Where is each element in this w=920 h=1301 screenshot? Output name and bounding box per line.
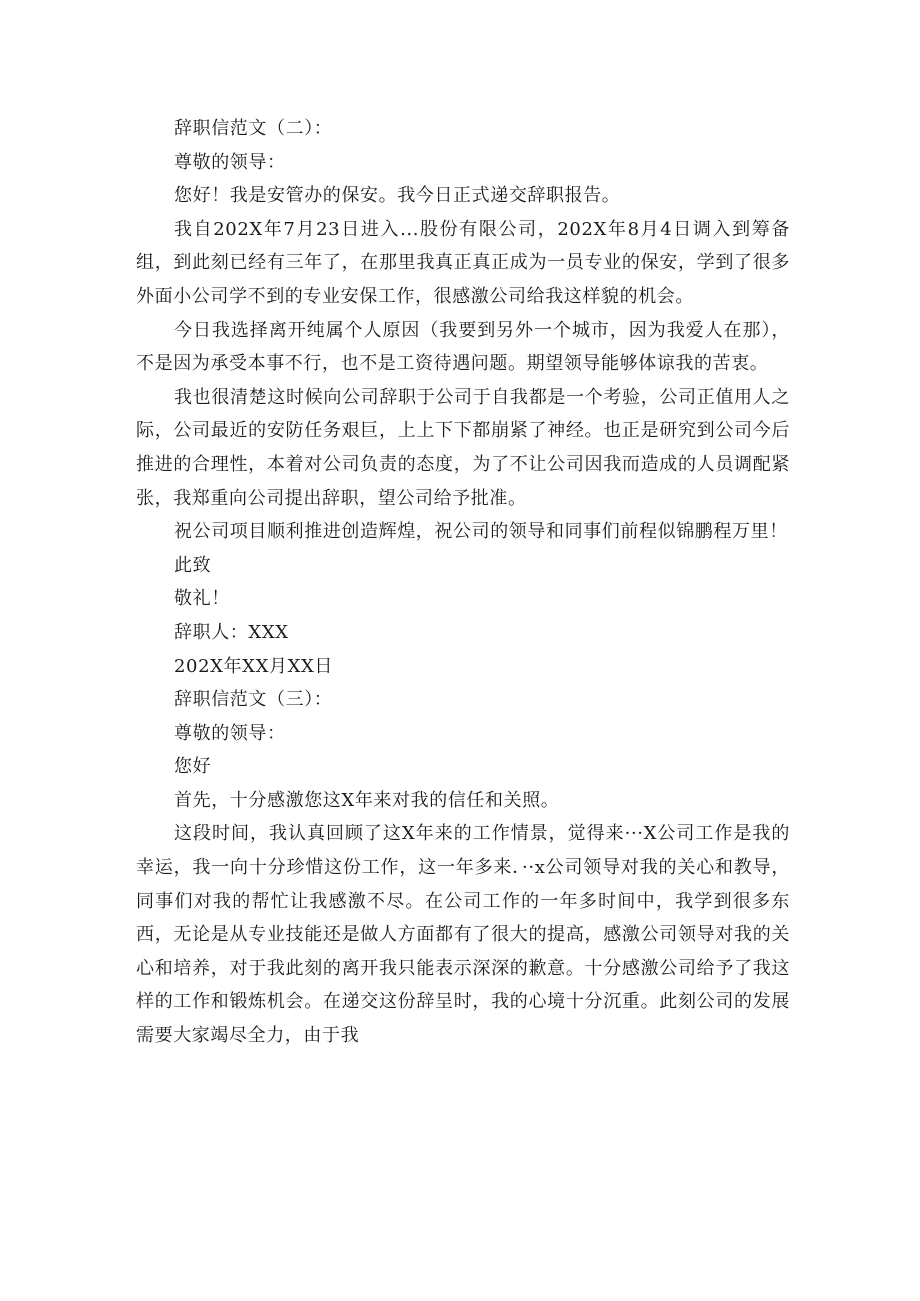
signature-name: 辞职人：XXX <box>174 621 289 643</box>
body-paragraph: 这段时间，我认真回顾了这X年来的工作情景，觉得来···X公司工作是我的幸运，我一向十分珍惜这份工作，这一年多来．··x公司领导对我的关心和教导，同事们对我的帮忙让我感激不尽。在公司工作的一年多时间中，我学到很多东西，无论是从专业技能还是做人方面都有了很大的提高，感激公司领导对我的关心和培养，对于我此刻的离开我只能表示深深的歉意。十分感激公司给予了我这样的工作和锻炼机会。在递交这份辞呈时，我的心境十分沉重。此刻公司的发展需要大家竭尽全力，由于我 <box>136 823 790 1047</box>
closing-line: 此致 <box>174 554 212 576</box>
body-paragraph: 我自202X年7月23日进入...股份有限公司，202X年8月4日调入到筹备组，到此刻已经有三年了，在那里我真正真正成为一员专业的保安，学到了很多外面小公司学不到的专业安保工作，很感激公司给我这样貌的机会。 <box>136 218 790 307</box>
salutation: 尊敬的领导： <box>174 722 286 744</box>
body-paragraph: 我也很清楚这时候向公司辞职于公司于自我都是一个考验，公司正值用人之际，公司最近的安防任务艰巨，上上下下都崩紧了神经。也正是研究到公司今后推进的合理性，本着对公司负责的态度，为了不让公司因我而造成的人员调配紧张，我郑重向公司提出辞职，望公司给予批准。 <box>136 386 790 509</box>
heading-sample-2: 辞职信范文（二）： <box>174 118 333 139</box>
closing-regards: 敬礼！ <box>174 588 230 610</box>
body-paragraph: 首先，十分感激您这X年来对我的信任和关照。 <box>174 789 560 811</box>
greeting-paragraph: 您好！我是安管办的保安。我今日正式递交辞职报告。 <box>174 185 621 207</box>
signature-date: 202X年XX月XX日 <box>174 655 334 677</box>
salutation: 尊敬的领导： <box>174 151 286 173</box>
body-paragraph: 今日我选择离开纯属个人原因（我要到另外一个城市，因为我爱人在那），不是因为承受本事不行，也不是工资待遇问题。期望领导能够体谅我的苦衷。 <box>136 319 790 375</box>
closing-wish: 祝公司项目顺利推进创造辉煌，祝公司的领导和同事们前程似锦鹏程万里！ <box>174 521 788 543</box>
heading-sample-3: 辞职信范文（三）： <box>174 689 333 711</box>
greeting-paragraph: 您好 <box>174 756 212 778</box>
letter-body <box>136 112 790 1053</box>
